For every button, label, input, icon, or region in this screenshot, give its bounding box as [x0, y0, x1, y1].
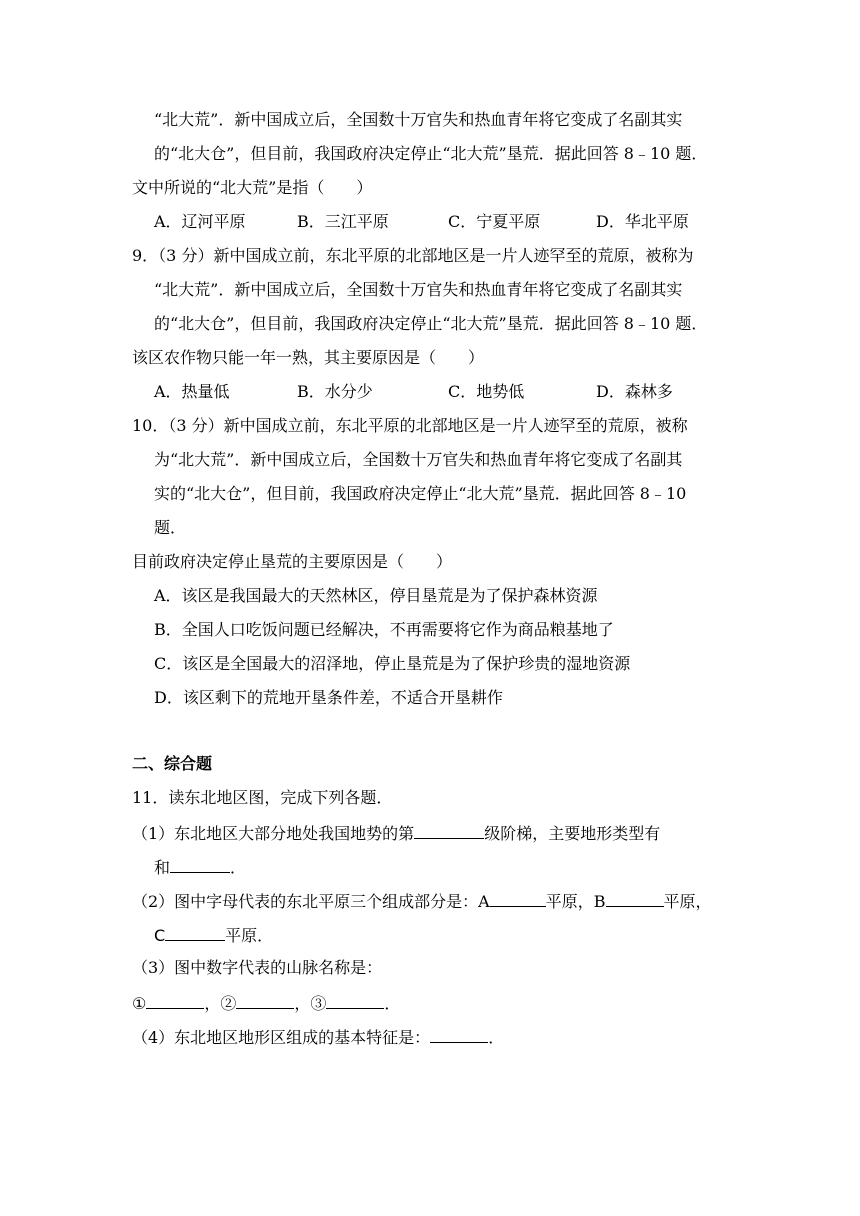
q9-line-1-text: 9．（3 分）新中国成立前，东北平原的北部地区是一片人迹罕至的荒原，被称为 [132, 246, 694, 265]
q11-part-1-line-1 [132, 821, 660, 843]
q11-p1-text-c: 和 [154, 858, 171, 877]
q10-line-2 [154, 449, 730, 471]
q8-line-2-text: 的“北大仓”，但目前，我国政府决定停止“北大荒”垦荒．据此回答 8﹣10 题． [154, 144, 708, 163]
q8-option-d[interactable]: D．华北平原 [596, 212, 689, 231]
q11-p1-text-d: ． [230, 858, 247, 877]
q11-intro [132, 787, 392, 809]
q8-question [132, 177, 372, 199]
q10-option-c[interactable] [154, 653, 630, 675]
q9-options [154, 381, 673, 403]
q11-p2-blank-a[interactable] [490, 889, 546, 907]
q11-p3-label-3: ，③ [294, 994, 327, 1013]
section-2-heading [132, 753, 212, 775]
q8-options [154, 211, 689, 233]
q9-line-1 [132, 245, 730, 267]
q10-question-text: 目前政府决定停止垦荒的主要原因是（ ） [132, 552, 453, 571]
q9-option-d[interactable]: D．森林多 [596, 382, 673, 401]
q11-p1-blank-1[interactable] [414, 821, 484, 839]
q11-intro-text: 11．读东北地区图，完成下列各题． [132, 788, 393, 807]
section-2-title: 二、综合题 [132, 754, 213, 773]
q11-p1-text-a: （1）东北地区大部分地处我国地势的第 [132, 824, 415, 843]
q10-line-2-text: 为“北大荒”．新中国成立后，全国数十万官失和热血青年将它变成了名副其 [154, 450, 683, 469]
q11-p3-label-1: ① [132, 994, 147, 1013]
q10-option-d-text: D．该区剩下的荒地开垦条件差，不适合开垦耕作 [154, 688, 503, 707]
q9-option-b[interactable]: B．水分少 [297, 382, 373, 401]
q8-line-1 [154, 109, 730, 131]
q10-line-3 [154, 483, 730, 505]
q10-line-3-text: 实的“北大仓”，但目前，我国政府决定停止“北大荒”垦荒．据此回答 8﹣10 [154, 484, 687, 503]
q8-option-c[interactable]: C．宁夏平原 [448, 212, 541, 231]
q10-line-1-text: 10．（3 分）新中国成立前，东北平原的北部地区是一片人迹罕至的荒原，被称 [132, 416, 688, 435]
q11-p2-text-b: 平原，B [545, 892, 606, 911]
q11-p2-text-a: （2）图中字母代表的东北平原三个组成部分是：A [132, 892, 490, 911]
q11-p3-label-2: ，② [204, 994, 237, 1013]
q8-line-1-text: “北大荒”．新中国成立后，全国数十万官失和热血青年将它变成了名副其实 [154, 110, 683, 129]
q11-p2-text-d: C [154, 926, 166, 945]
q11-p2-blank-c[interactable] [165, 923, 225, 941]
q11-p4-end: ． [488, 1028, 505, 1047]
q11-part-4-line-1 [132, 1025, 504, 1047]
q11-p3-end: ． [384, 994, 401, 1013]
q11-p3-blank-2[interactable] [236, 991, 294, 1009]
q11-part-2-line-1 [132, 889, 712, 911]
q9-question [132, 347, 484, 369]
q9-option-c[interactable]: C．地势低 [448, 382, 525, 401]
q11-p4-text-a: （4）东北地区地形区组成的基本特征是： [132, 1028, 431, 1047]
q11-p3-blank-1[interactable] [146, 991, 204, 1009]
q10-line-4 [154, 517, 186, 539]
q10-line-4-text: 题． [154, 518, 187, 537]
q11-p1-blank-2[interactable] [170, 855, 230, 873]
q10-option-a[interactable] [154, 585, 598, 607]
q10-option-c-text: C．该区是全国最大的沼泽地，停止垦荒是为了保护珍贵的湿地资源 [154, 654, 631, 673]
q11-p2-blank-b[interactable] [606, 889, 664, 907]
q9-line-3-text: 的“北大仓”，但目前，我国政府决定停止“北大荒”垦荒．据此回答 8﹣10 题． [154, 314, 708, 333]
q10-option-b-text: B．全国人口吃饭问题已经解决，不再需要将它作为商品粮基地了 [154, 620, 614, 639]
q10-line-1 [132, 415, 730, 437]
q11-p4-blank[interactable] [430, 1025, 488, 1043]
q11-part-2-line-2 [154, 923, 273, 945]
q11-part-3-line-1 [132, 957, 382, 979]
q8-option-a[interactable]: A．辽河平原 [154, 212, 246, 231]
q9-line-2 [154, 279, 730, 301]
q8-line-2 [154, 143, 707, 165]
q11-p3-text-a: （3）图中数字代表的山脉名称是： [132, 958, 383, 977]
q11-p3-blank-3[interactable] [326, 991, 384, 1009]
q10-question [132, 551, 452, 573]
q10-option-d[interactable] [154, 687, 503, 709]
q10-option-b[interactable] [154, 619, 614, 641]
q11-p2-text-c: 平原， [663, 892, 712, 911]
q11-part-3-line-2 [132, 991, 400, 1013]
q9-question-text: 该区农作物只能一年一熟，其主要原因是（ ） [132, 348, 485, 367]
q8-option-b[interactable]: B．三江平原 [297, 212, 389, 231]
q11-p1-text-b: 级阶梯，主要地形类型有 [484, 824, 661, 843]
q11-p2-text-e: 平原． [225, 926, 274, 945]
q8-question-text: 文中所说的“北大荒”是指（ ） [132, 178, 373, 197]
q11-part-1-line-2 [154, 855, 246, 877]
q10-option-a-text: A．该区是我国最大的天然林区，停目垦荒是为了保护森林资源 [154, 586, 598, 605]
q9-line-3 [154, 313, 707, 335]
q9-option-a[interactable]: A．热量低 [154, 382, 230, 401]
q9-line-2-text: “北大荒”．新中国成立后，全国数十万官失和热血青年将它变成了名副其实 [154, 280, 683, 299]
